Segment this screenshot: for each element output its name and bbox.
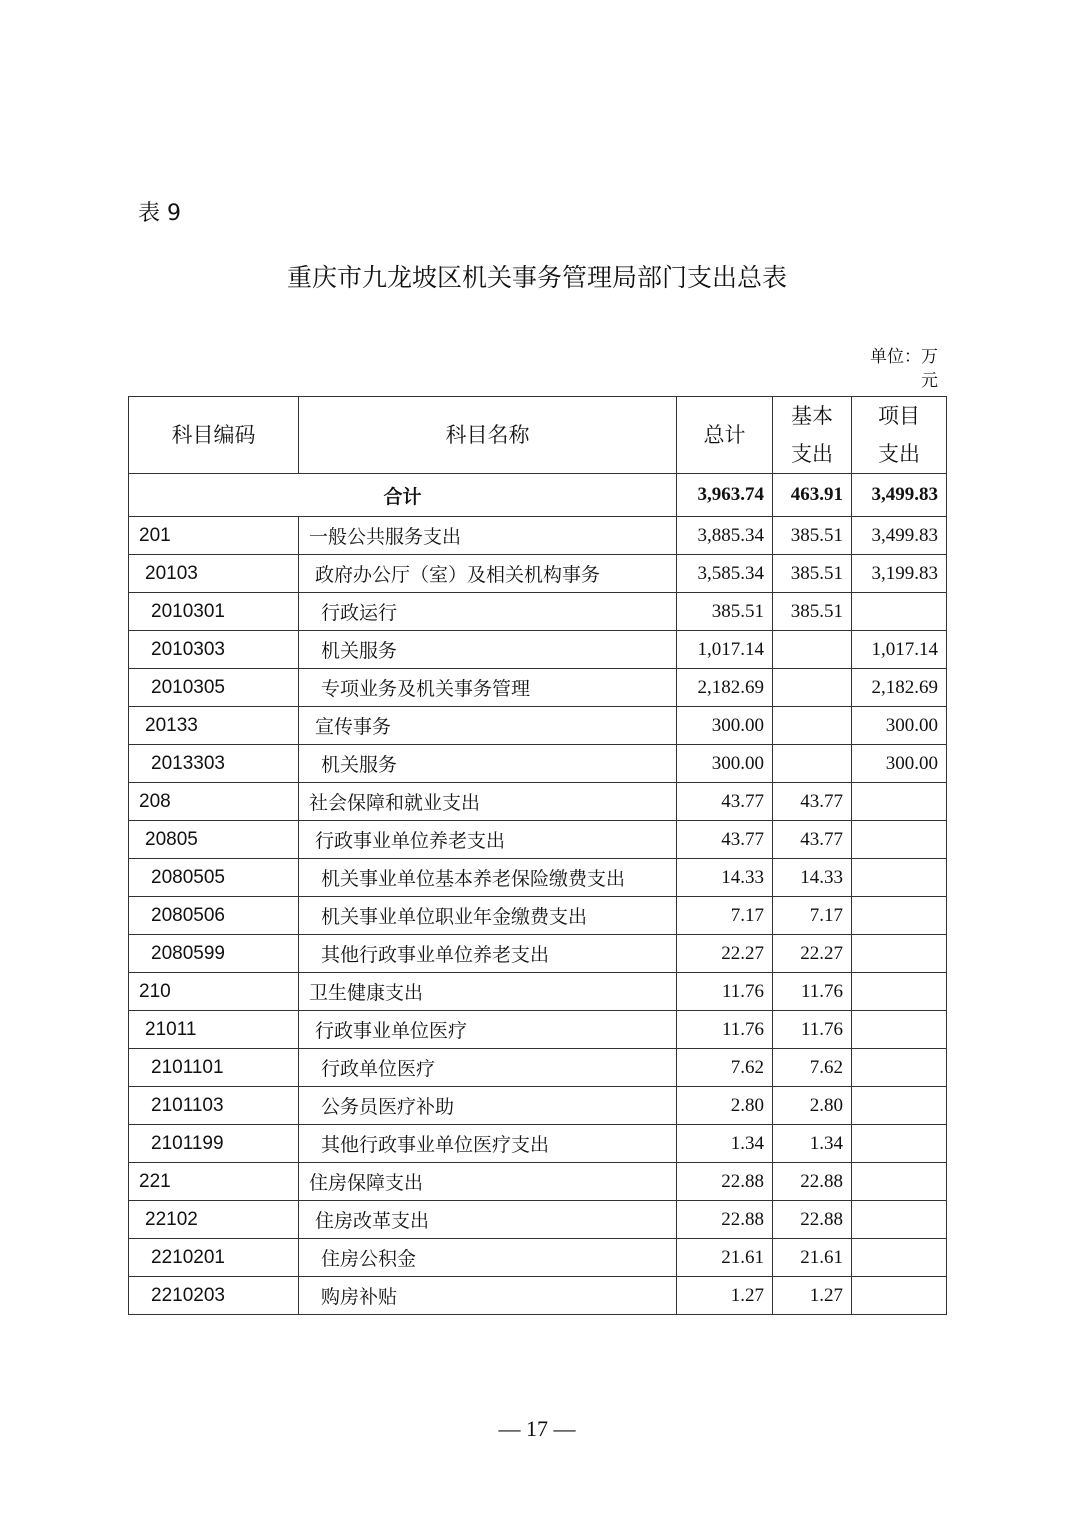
table-row <box>129 859 947 897</box>
row-project <box>852 897 947 935</box>
row-total: 385.51 <box>677 593 773 631</box>
table-row <box>129 707 947 745</box>
row-basic: 1.34 <box>773 1125 852 1163</box>
table-row <box>129 1277 947 1315</box>
row-basic: 11.76 <box>773 1011 852 1049</box>
header-project: 项目 支出 <box>852 397 947 474</box>
table-label: 表 9 <box>138 201 181 226</box>
row-name: 其他行政事业单位养老支出 <box>299 935 677 973</box>
total-sum: 3,963.74 <box>677 474 773 517</box>
row-code: 2010305 <box>129 669 299 707</box>
row-total: 300.00 <box>677 745 773 783</box>
row-project: 2,182.69 <box>852 669 947 707</box>
row-project: 1,017.14 <box>852 631 947 669</box>
row-name: 一般公共服务支出 <box>299 517 677 555</box>
row-name: 公务员医疗补助 <box>299 1087 677 1125</box>
unit-label <box>870 345 938 393</box>
row-total: 21.61 <box>677 1239 773 1277</box>
row-name: 专项业务及机关事务管理 <box>299 669 677 707</box>
table-row <box>129 1125 947 1163</box>
row-total: 43.77 <box>677 821 773 859</box>
table-row <box>129 631 947 669</box>
header-total: 总计 <box>677 397 773 474</box>
row-code: 2013303 <box>129 745 299 783</box>
table-row <box>129 973 947 1011</box>
row-basic: 7.17 <box>773 897 852 935</box>
row-basic: 22.88 <box>773 1201 852 1239</box>
row-name: 住房改革支出 <box>299 1201 677 1239</box>
table-row <box>129 897 947 935</box>
row-code: 210 <box>129 973 299 1011</box>
expenditure-table <box>128 396 947 1315</box>
header-name: 科目名称 <box>299 397 677 474</box>
row-name: 卫生健康支出 <box>299 973 677 1011</box>
row-total: 7.62 <box>677 1049 773 1087</box>
row-code: 2010301 <box>129 593 299 631</box>
table-row <box>129 593 947 631</box>
row-project <box>852 821 947 859</box>
header-basic: 基本 支出 <box>773 397 852 474</box>
header-code: 科目编码 <box>129 397 299 474</box>
row-code: 20805 <box>129 821 299 859</box>
row-total: 14.33 <box>677 859 773 897</box>
unit-label-line-2: 元 <box>921 371 938 391</box>
row-project <box>852 1239 947 1277</box>
row-code: 20133 <box>129 707 299 745</box>
table-row <box>129 1163 947 1201</box>
row-project: 300.00 <box>852 707 947 745</box>
row-project <box>852 1125 947 1163</box>
row-basic <box>773 745 852 783</box>
row-name: 行政单位医疗 <box>299 1049 677 1087</box>
row-basic: 385.51 <box>773 555 852 593</box>
row-project <box>852 935 947 973</box>
row-basic: 385.51 <box>773 517 852 555</box>
row-code: 2101199 <box>129 1125 299 1163</box>
row-total: 300.00 <box>677 707 773 745</box>
row-basic: 14.33 <box>773 859 852 897</box>
row-code: 2101103 <box>129 1087 299 1125</box>
row-code: 2210201 <box>129 1239 299 1277</box>
table-row <box>129 1087 947 1125</box>
row-basic: 2.80 <box>773 1087 852 1125</box>
row-project <box>852 1049 947 1087</box>
table-row <box>129 1201 947 1239</box>
row-project: 3,199.83 <box>852 555 947 593</box>
row-name: 宣传事务 <box>299 707 677 745</box>
row-code: 2080505 <box>129 859 299 897</box>
row-project <box>852 859 947 897</box>
row-project: 300.00 <box>852 745 947 783</box>
row-basic: 385.51 <box>773 593 852 631</box>
unit-label-line-1: 单位：万 <box>870 347 938 367</box>
row-code: 221 <box>129 1163 299 1201</box>
page-number: — 17 — <box>498 1416 576 1441</box>
row-basic: 43.77 <box>773 783 852 821</box>
row-basic: 21.61 <box>773 1239 852 1277</box>
row-total: 22.88 <box>677 1163 773 1201</box>
row-code: 22102 <box>129 1201 299 1239</box>
table-row <box>129 935 947 973</box>
row-basic <box>773 707 852 745</box>
row-project <box>852 1163 947 1201</box>
row-code: 208 <box>129 783 299 821</box>
header-row <box>129 397 947 474</box>
row-basic <box>773 669 852 707</box>
row-basic: 22.88 <box>773 1163 852 1201</box>
row-code: 2210203 <box>129 1277 299 1315</box>
row-name: 行政事业单位养老支出 <box>299 821 677 859</box>
row-name: 其他行政事业单位医疗支出 <box>299 1125 677 1163</box>
row-project <box>852 973 947 1011</box>
row-project <box>852 1277 947 1315</box>
table-row <box>129 821 947 859</box>
row-total: 11.76 <box>677 1011 773 1049</box>
table-row <box>129 783 947 821</box>
row-name: 行政运行 <box>299 593 677 631</box>
row-name: 机关服务 <box>299 745 677 783</box>
row-basic: 11.76 <box>773 973 852 1011</box>
row-basic: 43.77 <box>773 821 852 859</box>
row-name: 住房公积金 <box>299 1239 677 1277</box>
total-project: 3,499.83 <box>852 474 947 517</box>
row-name: 机关服务 <box>299 631 677 669</box>
row-name: 机关事业单位基本养老保险缴费支出 <box>299 859 677 897</box>
row-basic: 1.27 <box>773 1277 852 1315</box>
row-code: 2101101 <box>129 1049 299 1087</box>
row-code: 21011 <box>129 1011 299 1049</box>
row-basic <box>773 631 852 669</box>
table-row <box>129 745 947 783</box>
row-name: 行政事业单位医疗 <box>299 1011 677 1049</box>
table-row <box>129 1011 947 1049</box>
table-row <box>129 1049 947 1087</box>
row-total: 43.77 <box>677 783 773 821</box>
row-basic: 22.27 <box>773 935 852 973</box>
total-basic: 463.91 <box>773 474 852 517</box>
page-title: 重庆市九龙坡区机关事务管理局部门支出总表 <box>286 263 787 292</box>
row-code: 2010303 <box>129 631 299 669</box>
row-project <box>852 593 947 631</box>
table-row <box>129 555 947 593</box>
row-total: 1.27 <box>677 1277 773 1315</box>
row-project: 3,499.83 <box>852 517 947 555</box>
row-total: 7.17 <box>677 897 773 935</box>
table-row <box>129 517 947 555</box>
row-total: 3,885.34 <box>677 517 773 555</box>
row-total: 1.34 <box>677 1125 773 1163</box>
row-project <box>852 783 947 821</box>
row-project <box>852 1011 947 1049</box>
row-project <box>852 1201 947 1239</box>
table-row <box>129 1239 947 1277</box>
total-label: 合计 <box>129 474 677 517</box>
row-name: 机关事业单位职业年金缴费支出 <box>299 897 677 935</box>
row-project <box>852 1087 947 1125</box>
row-total: 3,585.34 <box>677 555 773 593</box>
row-code: 201 <box>129 517 299 555</box>
row-name: 住房保障支出 <box>299 1163 677 1201</box>
table-row <box>129 669 947 707</box>
row-code: 2080599 <box>129 935 299 973</box>
row-total: 2,182.69 <box>677 669 773 707</box>
row-code: 20103 <box>129 555 299 593</box>
total-row <box>129 474 947 517</box>
row-total: 22.27 <box>677 935 773 973</box>
row-total: 2.80 <box>677 1087 773 1125</box>
row-total: 11.76 <box>677 973 773 1011</box>
row-total: 22.88 <box>677 1201 773 1239</box>
row-name: 政府办公厅（室）及相关机构事务 <box>299 555 677 593</box>
row-name: 购房补贴 <box>299 1277 677 1315</box>
row-name: 社会保障和就业支出 <box>299 783 677 821</box>
row-code: 2080506 <box>129 897 299 935</box>
row-basic: 7.62 <box>773 1049 852 1087</box>
row-total: 1,017.14 <box>677 631 773 669</box>
